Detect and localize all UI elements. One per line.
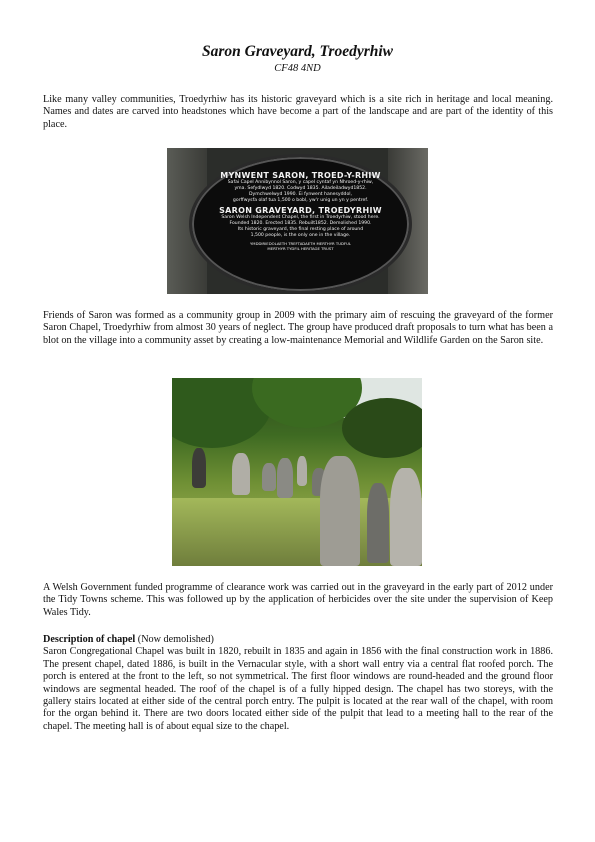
headstone [390, 468, 422, 566]
plaque-welsh-line: Safai Capel Annibynnol Saron, y capel cyntaf yn Nhroed-y-rhiw, [227, 180, 374, 185]
plaque-english-line: 1,500 people, is the only one in the village. [250, 233, 351, 238]
headstone [367, 483, 389, 563]
plaque-english-heading: SARON GRAVEYARD, TROEDYRHIW [219, 206, 382, 215]
headstone [297, 456, 307, 486]
plaque-welsh-line: yma. Sefydlwyd 1820. Codwyd 1835. Ailadeiladwyd1852. [234, 186, 367, 191]
description-paragraph: Saron Congregational Chapel was built in 1820, rebuilt in 1835 and again in 1856 with the final construction work in 1886. The present chapel, dated 1886, is built in the Vernacular style, with a short wall entry via a central flat roofed porch. The porch is entered at the front to the left, so not symmetrical. The first floor windows are round-headed and the ground floor windows are segmental headed. The roof of the chapel is of a fully hipped design. The chapel has two storeys, with the gallery stairs located at either side of the central porch entry. The pulpit is located at the rear wall of the chapel, with room for the organ behind it. There are two doors located either side of the pulpit that lead to a meeting hall to the rear of the chapel. The meeting hall is of about equal size to the chapel. [43, 646, 553, 732]
plaque-english-line: Saron Welsh Independent Chapel, the first in Troedyrhiw, stood here. [221, 215, 380, 220]
plaque-welsh-heading: MYNWENT SARON, TROED-Y-RHIW [220, 171, 381, 180]
clearance-paragraph: A Welsh Government funded programme of clearance work was carried out in the graveyard in the early part of 2012 under the Tidy Towns scheme. This was followed up by the application of herbicides over the site under the supervision of Keep Wales Tidy. [43, 582, 553, 618]
headstone [192, 448, 206, 488]
plaque-english-line: Its historic graveyard, the final resting place of around [237, 227, 364, 232]
headstone [277, 458, 293, 498]
headstone [232, 453, 250, 495]
section-heading-note: (Now demolished) [135, 634, 214, 645]
section-heading: Description of chapel [43, 634, 136, 645]
plaque-welsh-line: Dymchwelwyd 1990. Ei fynwent hanesyddol, [248, 192, 352, 197]
plaque-english-line: Founded 1820. Erected 1835. Rebuilt1852. Demolished 1990. [229, 221, 372, 226]
photo-tree [342, 398, 422, 458]
description-heading-line [43, 634, 553, 646]
friends-paragraph: Friends of Saron was formed as a community group in 2009 with the primary aim of rescuing the graveyard of the former Saron Chapel, Troedyrhiw from almost 30 years of neglect. The group have produced draft proposals to turn what has been a blot on the village into a community asset by creating a low-maintenance Memorial and Wildlife Garden on the Saron site. [43, 310, 553, 346]
headstone [320, 456, 360, 566]
plaque-welsh-line: gorffwysfa olaf tua 1,500 o bobl, yw'r unig un yn y pentref. [232, 198, 369, 203]
plaque-oval [189, 154, 412, 294]
graveyard-photo [172, 378, 422, 566]
headstone [262, 463, 276, 491]
page-title: Saron Graveyard, Troedyrhiw [201, 43, 394, 60]
postcode: CF48 4ND [274, 63, 321, 74]
description-section [43, 634, 553, 733]
plaque-trust-english: MERTHYR TYDFIL HERITAGE TRUST [267, 246, 334, 251]
plaque-trust-welsh: YMDDIRIEDOLAETH TREFTADAETH MERTHYR TUDFUL [249, 241, 352, 246]
intro-paragraph: Like many valley communities, Troedyrhiw has its historic graveyard which is a site rich in heritage and local meaning. Names and dates are carved into headstones which have become a part of the landscape and are part of the identity of this place. [43, 94, 553, 130]
plaque-image [167, 148, 428, 294]
